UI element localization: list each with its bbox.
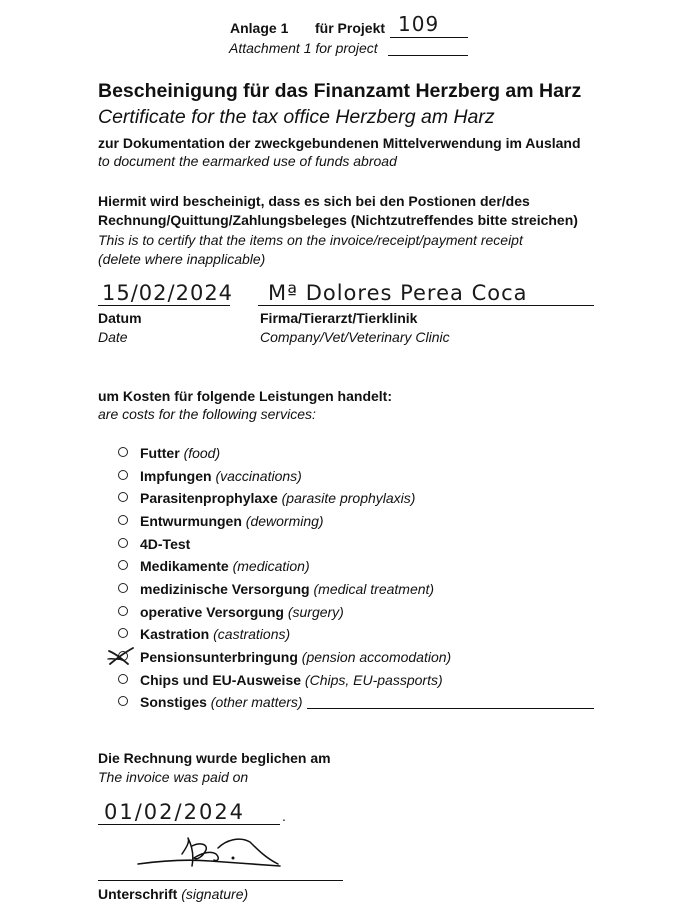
service-label: Parasitenprophylaxe	[140, 490, 278, 506]
signature-label	[98, 886, 248, 902]
cert-line2-en: (delete where inapplicable)	[98, 251, 266, 267]
service-label-en: (parasite prophylaxis)	[281, 490, 416, 506]
check-mark-icon	[106, 645, 136, 667]
service-label-en: (medication)	[232, 558, 310, 574]
service-item-deworming[interactable]	[118, 513, 324, 529]
cert-line2-de: Rechnung/Quittung/Zahlungsbeleges (Nichtzutreffendes bitte streichen)	[98, 212, 578, 228]
service-item-food[interactable]	[118, 445, 220, 461]
service-label: Entwurmungen	[140, 513, 242, 529]
service-item-pension[interactable]	[118, 649, 451, 665]
checkbox-circle-icon[interactable]	[118, 470, 128, 480]
subtitle-en: to document the earmarked use of funds abroad	[98, 153, 397, 169]
company-label-en: Company/Vet/Veterinary Clinic	[260, 329, 450, 345]
service-item-medical-treatment[interactable]	[118, 581, 434, 597]
title-de: Bescheinigung für das Finanzamt Herzberg am Harz	[98, 80, 582, 102]
service-item-surgery[interactable]	[118, 604, 344, 620]
costs-de: um Kosten für folgende Leistungen handelt:	[98, 388, 392, 404]
service-label: Impfungen	[140, 468, 212, 484]
service-label: 4D-Test	[140, 536, 191, 552]
signature-label-de: Unterschrift	[98, 886, 178, 902]
paid-date-line	[98, 824, 280, 825]
checkbox-circle-icon[interactable]	[118, 583, 128, 593]
checkbox-circle-icon[interactable]	[118, 538, 128, 548]
signature-label-en: (signature)	[181, 886, 249, 902]
annex-label: Anlage 1	[230, 20, 289, 36]
date-label-de: Datum	[98, 310, 142, 326]
service-label-en: (vaccinations)	[215, 468, 302, 484]
checkbox-circle-icon[interactable]	[118, 674, 128, 684]
service-label-en: (medical treatment)	[313, 581, 435, 597]
service-label: Chips und EU-Ausweise	[140, 672, 302, 688]
title-en: Certificate for the tax office Herzberg am Harz	[98, 106, 495, 128]
service-label: medizinische Versorgung	[140, 581, 310, 597]
company-line	[258, 305, 594, 306]
project-line	[390, 37, 468, 38]
service-label: Sonstiges	[140, 694, 207, 710]
cert-line1-en: This is to certify that the items on the invoice/receipt/payment receipt	[98, 232, 523, 248]
paid-en: The invoice was paid on	[98, 769, 249, 785]
service-item-castration[interactable]	[118, 626, 290, 642]
service-item-chips[interactable]	[118, 672, 443, 688]
service-item-parasite[interactable]	[118, 490, 415, 506]
service-label: Kastration	[140, 626, 210, 642]
costs-en: are costs for the following services:	[98, 406, 316, 422]
checkbox-circle-icon[interactable]	[118, 515, 128, 525]
service-label: operative Versorgung	[140, 604, 284, 620]
date-handwritten: 15/02/2024	[102, 281, 234, 305]
cert-line1-de: Hiermit wird bescheinigt, dass es sich bei den Postionen der/des	[98, 193, 530, 209]
service-label-en: (other matters)	[210, 694, 303, 710]
paid-date-handwritten: 01/02/2024	[104, 800, 246, 824]
paid-de: Die Rechnung wurde beglichen am	[98, 750, 331, 766]
company-label-de: Firma/Tierarzt/Tierklinik	[260, 310, 418, 326]
service-item-vaccinations[interactable]	[118, 468, 302, 484]
service-label-en: (pension accomodation)	[301, 649, 452, 665]
service-label: Medikamente	[140, 558, 229, 574]
checkbox-circle-icon[interactable]	[118, 492, 128, 502]
date-label-en: Date	[98, 329, 128, 345]
date-line	[98, 305, 230, 306]
company-handwritten: Mª Dolores Perea Coca	[268, 281, 528, 305]
service-label-en: (food)	[183, 445, 221, 461]
paid-date-period: .	[282, 808, 286, 824]
signature-line	[98, 880, 343, 881]
project-label: für Projekt	[315, 20, 386, 36]
checkbox-circle-icon[interactable]	[118, 696, 128, 706]
service-label-en: (deworming)	[245, 513, 324, 529]
subtitle-de: zur Dokumentation der zweckgebundenen Mittelverwendung im Ausland	[98, 135, 581, 151]
checkbox-circle-icon[interactable]	[118, 606, 128, 616]
service-label: Pensionsunterbringung	[140, 649, 298, 665]
checkbox-circle-icon[interactable]	[118, 560, 128, 570]
attachment-label: Attachment 1 for project	[229, 40, 378, 56]
project-number-handwritten: 109	[398, 12, 440, 36]
other-matters-line	[307, 708, 594, 709]
service-label: Futter	[140, 445, 180, 461]
attachment-line	[388, 55, 468, 56]
service-label-en: (castrations)	[213, 626, 291, 642]
checkbox-circle-icon[interactable]	[118, 447, 128, 457]
service-item-4d-test[interactable]	[118, 536, 190, 552]
signature-image	[130, 828, 290, 878]
service-label-en: (Chips, EU-passports)	[304, 672, 443, 688]
service-item-other[interactable]	[118, 694, 303, 710]
checkbox-circle-icon[interactable]	[118, 628, 128, 638]
service-item-medication[interactable]	[118, 558, 310, 574]
service-label-en: (surgery)	[287, 604, 344, 620]
